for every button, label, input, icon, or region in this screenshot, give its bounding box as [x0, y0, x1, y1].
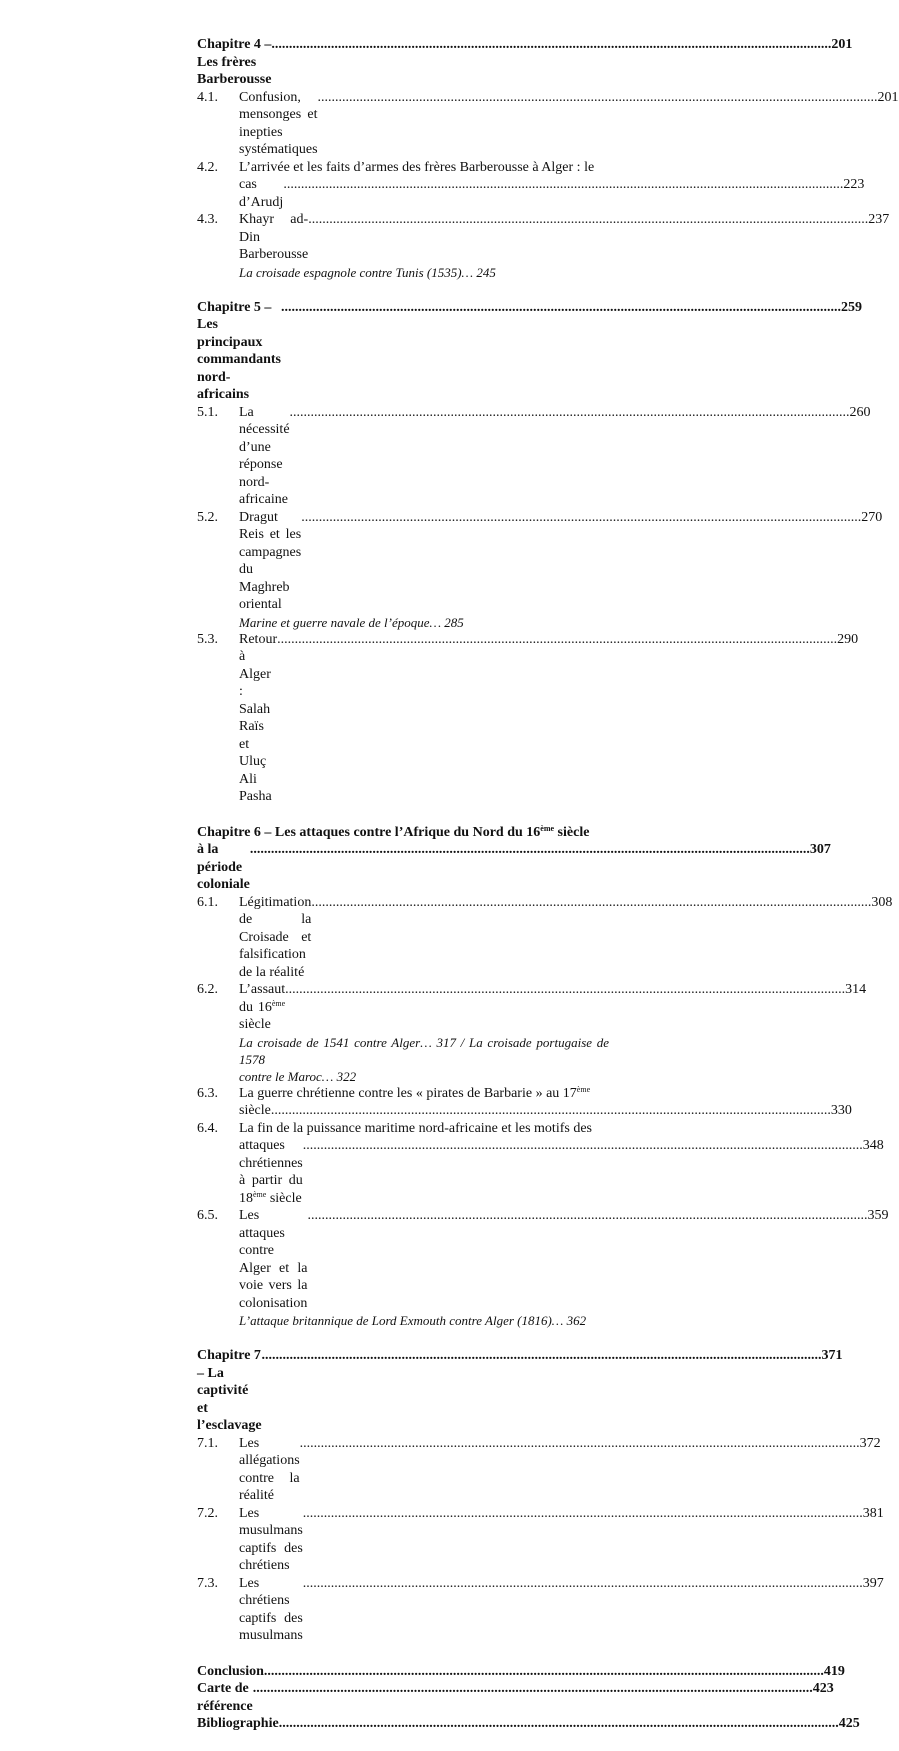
page-number: 237: [868, 212, 890, 227]
page-number: 223: [843, 177, 865, 192]
chapter-4-section: [197, 36, 899, 281]
entry-title: Légitimation de la Croisade et falsification de la réalité: [239, 894, 312, 980]
chapter-7-section: [197, 1347, 884, 1645]
dot-leader: [271, 36, 831, 54]
page-number: 270: [861, 509, 883, 525]
table-of-contents: [197, 36, 899, 1751]
dot-leader: [290, 404, 850, 422]
back-matter-title: Carte de référence: [197, 1681, 253, 1714]
dot-leader: [300, 1435, 860, 1453]
page-number: 201: [877, 89, 899, 105]
dot-leader: [253, 1680, 813, 1698]
entry-number: 5.2.: [197, 509, 218, 525]
entry-number: 4.2.: [197, 159, 218, 175]
page-number: 372: [859, 1435, 881, 1451]
entry-number: 6.4.: [197, 1120, 218, 1136]
dot-leader: [307, 1207, 867, 1225]
dot-leader: [264, 1663, 824, 1681]
toc-entry: [197, 1575, 884, 1645]
page-number: 290: [837, 631, 859, 647]
chapter-title: Chapitre 7 – La captivité et l’esclavage: [197, 1348, 262, 1433]
toc-entry: [197, 404, 871, 509]
entry-title-line: siècle: [239, 1103, 271, 1118]
page-number: 419: [823, 1663, 845, 1679]
entry-number: 5.1.: [197, 404, 218, 420]
toc-entry: [197, 981, 867, 1034]
page-number: 314: [845, 982, 867, 997]
back-matter-title: Bibliographie: [197, 1716, 279, 1731]
chapter-5-section: [197, 299, 883, 806]
entry-title: Confusion, mensonges et inepties systématiques: [239, 89, 318, 157]
back-matter-entry: [197, 1663, 845, 1681]
page-number: 260: [849, 404, 871, 420]
entry-number: 7.3.: [197, 1575, 218, 1591]
entry-number: 6.1.: [197, 894, 218, 910]
entry-number: 6.5.: [197, 1208, 218, 1223]
toc-entry: [197, 1435, 881, 1505]
dot-leader: [311, 894, 871, 912]
toc-entry: [197, 159, 865, 212]
dot-leader: [262, 1347, 822, 1365]
dot-leader: [279, 1715, 839, 1733]
sub-entry: La croisade de 1541 contre Alger… 317 / La croisade portugaise de 1578 contre le Maroc… 322: [239, 1034, 609, 1084]
entry-title: Les musulmans captifs des chrétiens: [239, 1505, 303, 1573]
entry-number: 4.3.: [197, 212, 218, 227]
entry-title-line: cas d’Arudj: [239, 177, 284, 210]
page-number: 381: [862, 1505, 884, 1521]
entry-title-line: La fin de la puissance maritime nord-africaine et les motifs des: [239, 1120, 592, 1136]
page-number: 371: [821, 1348, 843, 1363]
dot-leader: [285, 981, 845, 999]
dot-leader: [250, 841, 810, 859]
entry-title: Les attaques contre Alger et la voie vers la colonisation: [239, 1208, 308, 1311]
back-matter-entry: [197, 1680, 834, 1715]
dot-leader: [271, 1102, 831, 1120]
page-number: 308: [871, 894, 893, 910]
chapter-title-line: Chapitre 6 – Les attaques contre l’Afrique du Nord du 16ème siècle: [197, 823, 590, 840]
page-number: 201: [831, 37, 853, 52]
entry-number: 7.1.: [197, 1435, 218, 1451]
entry-title: Retour à Alger : Salah Raïs et Uluç Ali Pasha: [239, 631, 278, 804]
page-number: 330: [830, 1103, 852, 1118]
page-number: 397: [862, 1575, 884, 1591]
toc-entry: [197, 211, 890, 264]
chapter-heading: [197, 1347, 843, 1435]
dot-leader: [303, 1505, 863, 1523]
dot-leader: [277, 631, 837, 649]
entry-number: 4.1.: [197, 89, 218, 105]
toc-entry: [197, 631, 859, 806]
dot-leader: [318, 89, 878, 107]
entry-title: Khayr ad-Din Barberousse: [239, 212, 309, 262]
entry-title-line: attaques chrétiennes à partir du 18ème siècle: [239, 1138, 303, 1206]
chapter-6-section: [197, 823, 893, 1330]
entry-number: 7.2.: [197, 1505, 218, 1521]
chapter-heading: [197, 823, 831, 894]
entry-number: 5.3.: [197, 631, 218, 647]
back-matter-entry: [197, 1715, 860, 1733]
page-number: 307: [809, 842, 831, 857]
toc-entry: [197, 1207, 889, 1312]
entry-title: Les allégations contre la réalité: [239, 1435, 300, 1503]
toc-entry: [197, 1505, 884, 1575]
entry-title: L’assaut du 16ème siècle: [239, 982, 286, 1032]
dot-leader: [281, 299, 841, 317]
entry-title-line: L’arrivée et les faits d’armes des frères Barberousse à Alger : le: [239, 159, 595, 175]
entry-number: 6.2.: [197, 982, 218, 997]
page-number: 425: [838, 1716, 860, 1731]
dot-leader: [303, 1137, 863, 1155]
sub-entry: L’attaque britannique de Lord Exmouth contre Alger (1816)… 362: [239, 1313, 587, 1328]
entry-title: La nécessité d’une réponse nord-africaine: [239, 404, 290, 507]
entry-title-line: La guerre chrétienne contre les « pirates de Barbarie » au 17ème: [239, 1084, 591, 1101]
chapter-title: Chapitre 4 – Les frères Barberousse: [197, 37, 272, 87]
entry-number: 6.3.: [197, 1085, 218, 1101]
page-number: 359: [867, 1208, 889, 1223]
dot-leader: [283, 176, 843, 194]
back-matter-title: Conclusion: [197, 1663, 264, 1679]
toc-entry: [197, 894, 893, 982]
sub-entry: Marine et guerre navale de l’époque… 285: [239, 614, 464, 630]
back-matter-section: [197, 1663, 860, 1733]
entry-title: Dragut Reis et les campagnes du Maghreb oriental: [239, 509, 302, 612]
chapter-heading: [197, 36, 853, 89]
page-number: 348: [862, 1138, 884, 1153]
chapter-title-line: à la période coloniale: [197, 842, 250, 892]
toc-entry: [197, 1120, 884, 1208]
entry-title: Les chrétiens captifs des musulmans: [239, 1575, 303, 1643]
dot-leader: [301, 509, 861, 527]
toc-entry: [197, 1084, 852, 1120]
toc-entry: [197, 509, 883, 614]
sub-entry: La croisade espagnole contre Tunis (1535)… 245: [239, 264, 496, 280]
chapter-heading: [197, 299, 863, 404]
page-number: 259: [841, 299, 863, 315]
dot-leader: [303, 1575, 863, 1593]
dot-leader: [308, 211, 868, 229]
toc-entry: [197, 89, 899, 159]
page-number: 423: [812, 1681, 834, 1696]
chapter-title: Chapitre 5 – Les principaux commandants nord-africains: [197, 299, 282, 402]
